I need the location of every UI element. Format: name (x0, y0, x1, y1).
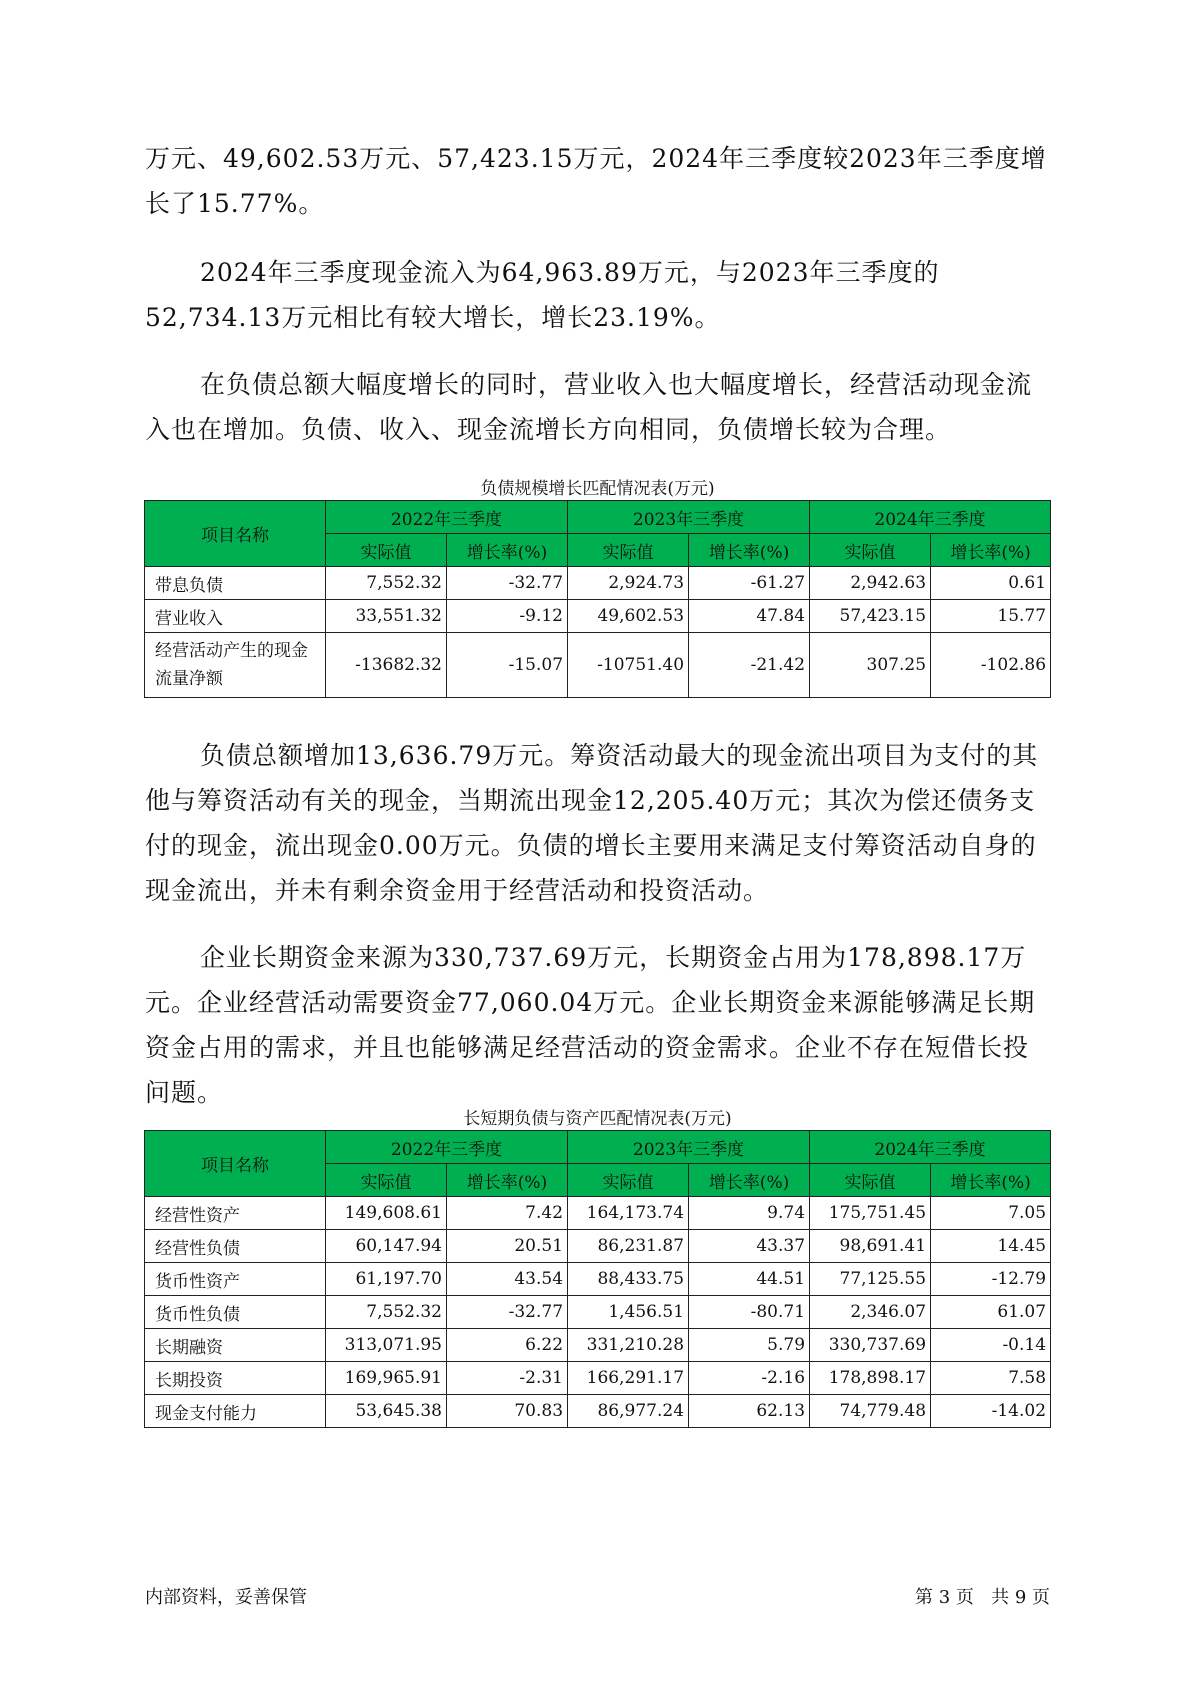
cell-actual-value: 178,898.17 (810, 1362, 931, 1395)
cell-growth-rate: 7.05 (931, 1197, 1051, 1230)
row-label: 营业收入 (145, 600, 326, 633)
cell-growth-rate: 14.45 (931, 1230, 1051, 1263)
cell-growth-rate: 61.07 (931, 1296, 1051, 1329)
cell-actual-value: 175,751.45 (810, 1197, 931, 1230)
cell-actual-value: -10751.40 (568, 633, 689, 698)
cell-actual-value: 7,552.32 (326, 1296, 447, 1329)
cell-growth-rate: -2.16 (689, 1362, 810, 1395)
cell-actual-value: 98,691.41 (810, 1230, 931, 1263)
header-actual: 实际值 (326, 1164, 447, 1197)
table-row (145, 633, 1051, 698)
cell-growth-rate: 44.51 (689, 1263, 810, 1296)
cell-actual-value: 88,433.75 (568, 1263, 689, 1296)
cell-growth-rate: 70.83 (447, 1395, 568, 1428)
header-period: 2022年三季度 (326, 501, 568, 534)
header-growth: 增长率(%) (931, 1164, 1051, 1197)
cell-actual-value: 169,965.91 (326, 1362, 447, 1395)
cell-growth-rate: -32.77 (447, 1296, 568, 1329)
header-growth: 增长率(%) (689, 1164, 810, 1197)
footer-left: 内部资料，妥善保管 (145, 1587, 307, 1608)
cell-growth-rate: 43.54 (447, 1263, 568, 1296)
table-row (145, 600, 1051, 633)
paragraph-2: 2024年三季度现金流入为64,963.89万元，与2023年三季度的52,734.13万元相比有较大增长，增长23.19%。 (145, 258, 940, 332)
header-item-name: 项目名称 (145, 1131, 326, 1197)
table-row (145, 1395, 1051, 1428)
cell-actual-value: 57,423.15 (810, 600, 931, 633)
header-period: 2024年三季度 (810, 1131, 1051, 1164)
row-label: 货币性负债 (145, 1296, 326, 1329)
cell-growth-rate: -102.86 (931, 633, 1051, 698)
cell-actual-value: 33,551.32 (326, 600, 447, 633)
cell-actual-value: 313,071.95 (326, 1329, 447, 1362)
cell-growth-rate: 6.22 (447, 1329, 568, 1362)
header-growth: 增长率(%) (447, 1164, 568, 1197)
cell-actual-value: 331,210.28 (568, 1329, 689, 1362)
row-label: 经营性资产 (145, 1197, 326, 1230)
table-row (145, 567, 1051, 600)
header-actual: 实际值 (810, 534, 931, 567)
row-label: 经营性负债 (145, 1230, 326, 1263)
header-item-name: 项目名称 (145, 501, 326, 567)
cell-actual-value: 2,942.63 (810, 567, 931, 600)
cell-growth-rate: 7.42 (447, 1197, 568, 1230)
cell-actual-value: 330,737.69 (810, 1329, 931, 1362)
cell-actual-value: 164,173.74 (568, 1197, 689, 1230)
row-label: 长期投资 (145, 1362, 326, 1395)
cell-growth-rate: -9.12 (447, 600, 568, 633)
cell-actual-value: 74,779.48 (810, 1395, 931, 1428)
cell-growth-rate: 15.77 (931, 600, 1051, 633)
row-label: 长期融资 (145, 1329, 326, 1362)
table-long-short-match (144, 1130, 1051, 1428)
table-row (145, 1263, 1051, 1296)
table-row (145, 1329, 1051, 1362)
cell-actual-value: 60,147.94 (326, 1230, 447, 1263)
cell-actual-value: 53,645.38 (326, 1395, 447, 1428)
table-debt-scale (144, 500, 1051, 698)
cell-actual-value: 1,456.51 (568, 1296, 689, 1329)
header-period: 2024年三季度 (810, 501, 1051, 534)
cell-actual-value: 307.25 (810, 633, 931, 698)
cell-growth-rate: -80.71 (689, 1296, 810, 1329)
cell-actual-value: 49,602.53 (568, 600, 689, 633)
table-row (145, 1197, 1051, 1230)
cell-growth-rate: -15.07 (447, 633, 568, 698)
header-actual: 实际值 (568, 1164, 689, 1197)
paragraph-5: 企业长期资金来源为330,737.69万元，长期资金占用为178,898.17万元。企业经营活动需要资金77,060.04万元。企业长期资金来源能够满足长期资金占用的需求，并且也能够满足经营活动的资金需求。企业不存在短借长投问题。 (145, 943, 1036, 1107)
cell-growth-rate: 47.84 (689, 600, 810, 633)
cell-actual-value: 77,125.55 (810, 1263, 931, 1296)
cell-actual-value: 86,231.87 (568, 1230, 689, 1263)
cell-actual-value: -13682.32 (326, 633, 447, 698)
cell-growth-rate: 62.13 (689, 1395, 810, 1428)
header-growth: 增长率(%) (447, 534, 568, 567)
header-period: 2022年三季度 (326, 1131, 568, 1164)
row-label: 带息负债 (145, 567, 326, 600)
cell-growth-rate: 20.51 (447, 1230, 568, 1263)
header-actual: 实际值 (326, 534, 447, 567)
header-actual: 实际值 (810, 1164, 931, 1197)
cell-growth-rate: -2.31 (447, 1362, 568, 1395)
cell-growth-rate: 0.61 (931, 567, 1051, 600)
row-label: 经营活动产生的现金流量净额 (145, 633, 326, 698)
cell-growth-rate: -61.27 (689, 567, 810, 600)
cell-growth-rate: 43.37 (689, 1230, 810, 1263)
table-row (145, 1362, 1051, 1395)
cell-growth-rate: -32.77 (447, 567, 568, 600)
paragraph-1: 万元、49,602.53万元、57,423.15万元，2024年三季度较2023年三季度增长了15.77%。 (145, 144, 1047, 218)
paragraph-4: 负债总额增加13,636.79万元。筹资活动最大的现金流出项目为支付的其他与筹资活动有关的现金，当期流出现金12,205.40万元；其次为偿还债务支付的现金，流出现金0.00万元。负债的增长主要用来满足支付筹资活动自身的现金流出，并未有剩余资金用于经营活动和投资活动。 (145, 741, 1039, 905)
cell-growth-rate: -0.14 (931, 1329, 1051, 1362)
header-growth: 增长率(%) (931, 534, 1051, 567)
table-row (145, 1230, 1051, 1263)
cell-actual-value: 61,197.70 (326, 1263, 447, 1296)
cell-growth-rate: -21.42 (689, 633, 810, 698)
footer-page-number: 第 3 页 共 9 页 (915, 1587, 1050, 1608)
header-growth: 增长率(%) (689, 534, 810, 567)
cell-actual-value: 149,608.61 (326, 1197, 447, 1230)
table-row (145, 1296, 1051, 1329)
row-label: 现金支付能力 (145, 1395, 326, 1428)
cell-growth-rate: -14.02 (931, 1395, 1051, 1428)
paragraph-3: 在负债总额大幅度增长的同时，营业收入也大幅度增长，经营活动现金流入也在增加。负债、收入、现金流增长方向相同，负债增长较为合理。 (145, 370, 1033, 444)
cell-actual-value: 2,346.07 (810, 1296, 931, 1329)
row-label: 货币性资产 (145, 1263, 326, 1296)
table1-caption: 负债规模增长匹配情况表(万元) (480, 479, 715, 499)
header-period: 2023年三季度 (568, 501, 810, 534)
cell-actual-value: 7,552.32 (326, 567, 447, 600)
header-actual: 实际值 (568, 534, 689, 567)
cell-growth-rate: 5.79 (689, 1329, 810, 1362)
cell-growth-rate: 7.58 (931, 1362, 1051, 1395)
table2-caption: 长短期负债与资产匹配情况表(万元) (463, 1109, 732, 1129)
cell-growth-rate: 9.74 (689, 1197, 810, 1230)
cell-actual-value: 86,977.24 (568, 1395, 689, 1428)
header-period: 2023年三季度 (568, 1131, 810, 1164)
cell-growth-rate: -12.79 (931, 1263, 1051, 1296)
cell-actual-value: 166,291.17 (568, 1362, 689, 1395)
cell-actual-value: 2,924.73 (568, 567, 689, 600)
